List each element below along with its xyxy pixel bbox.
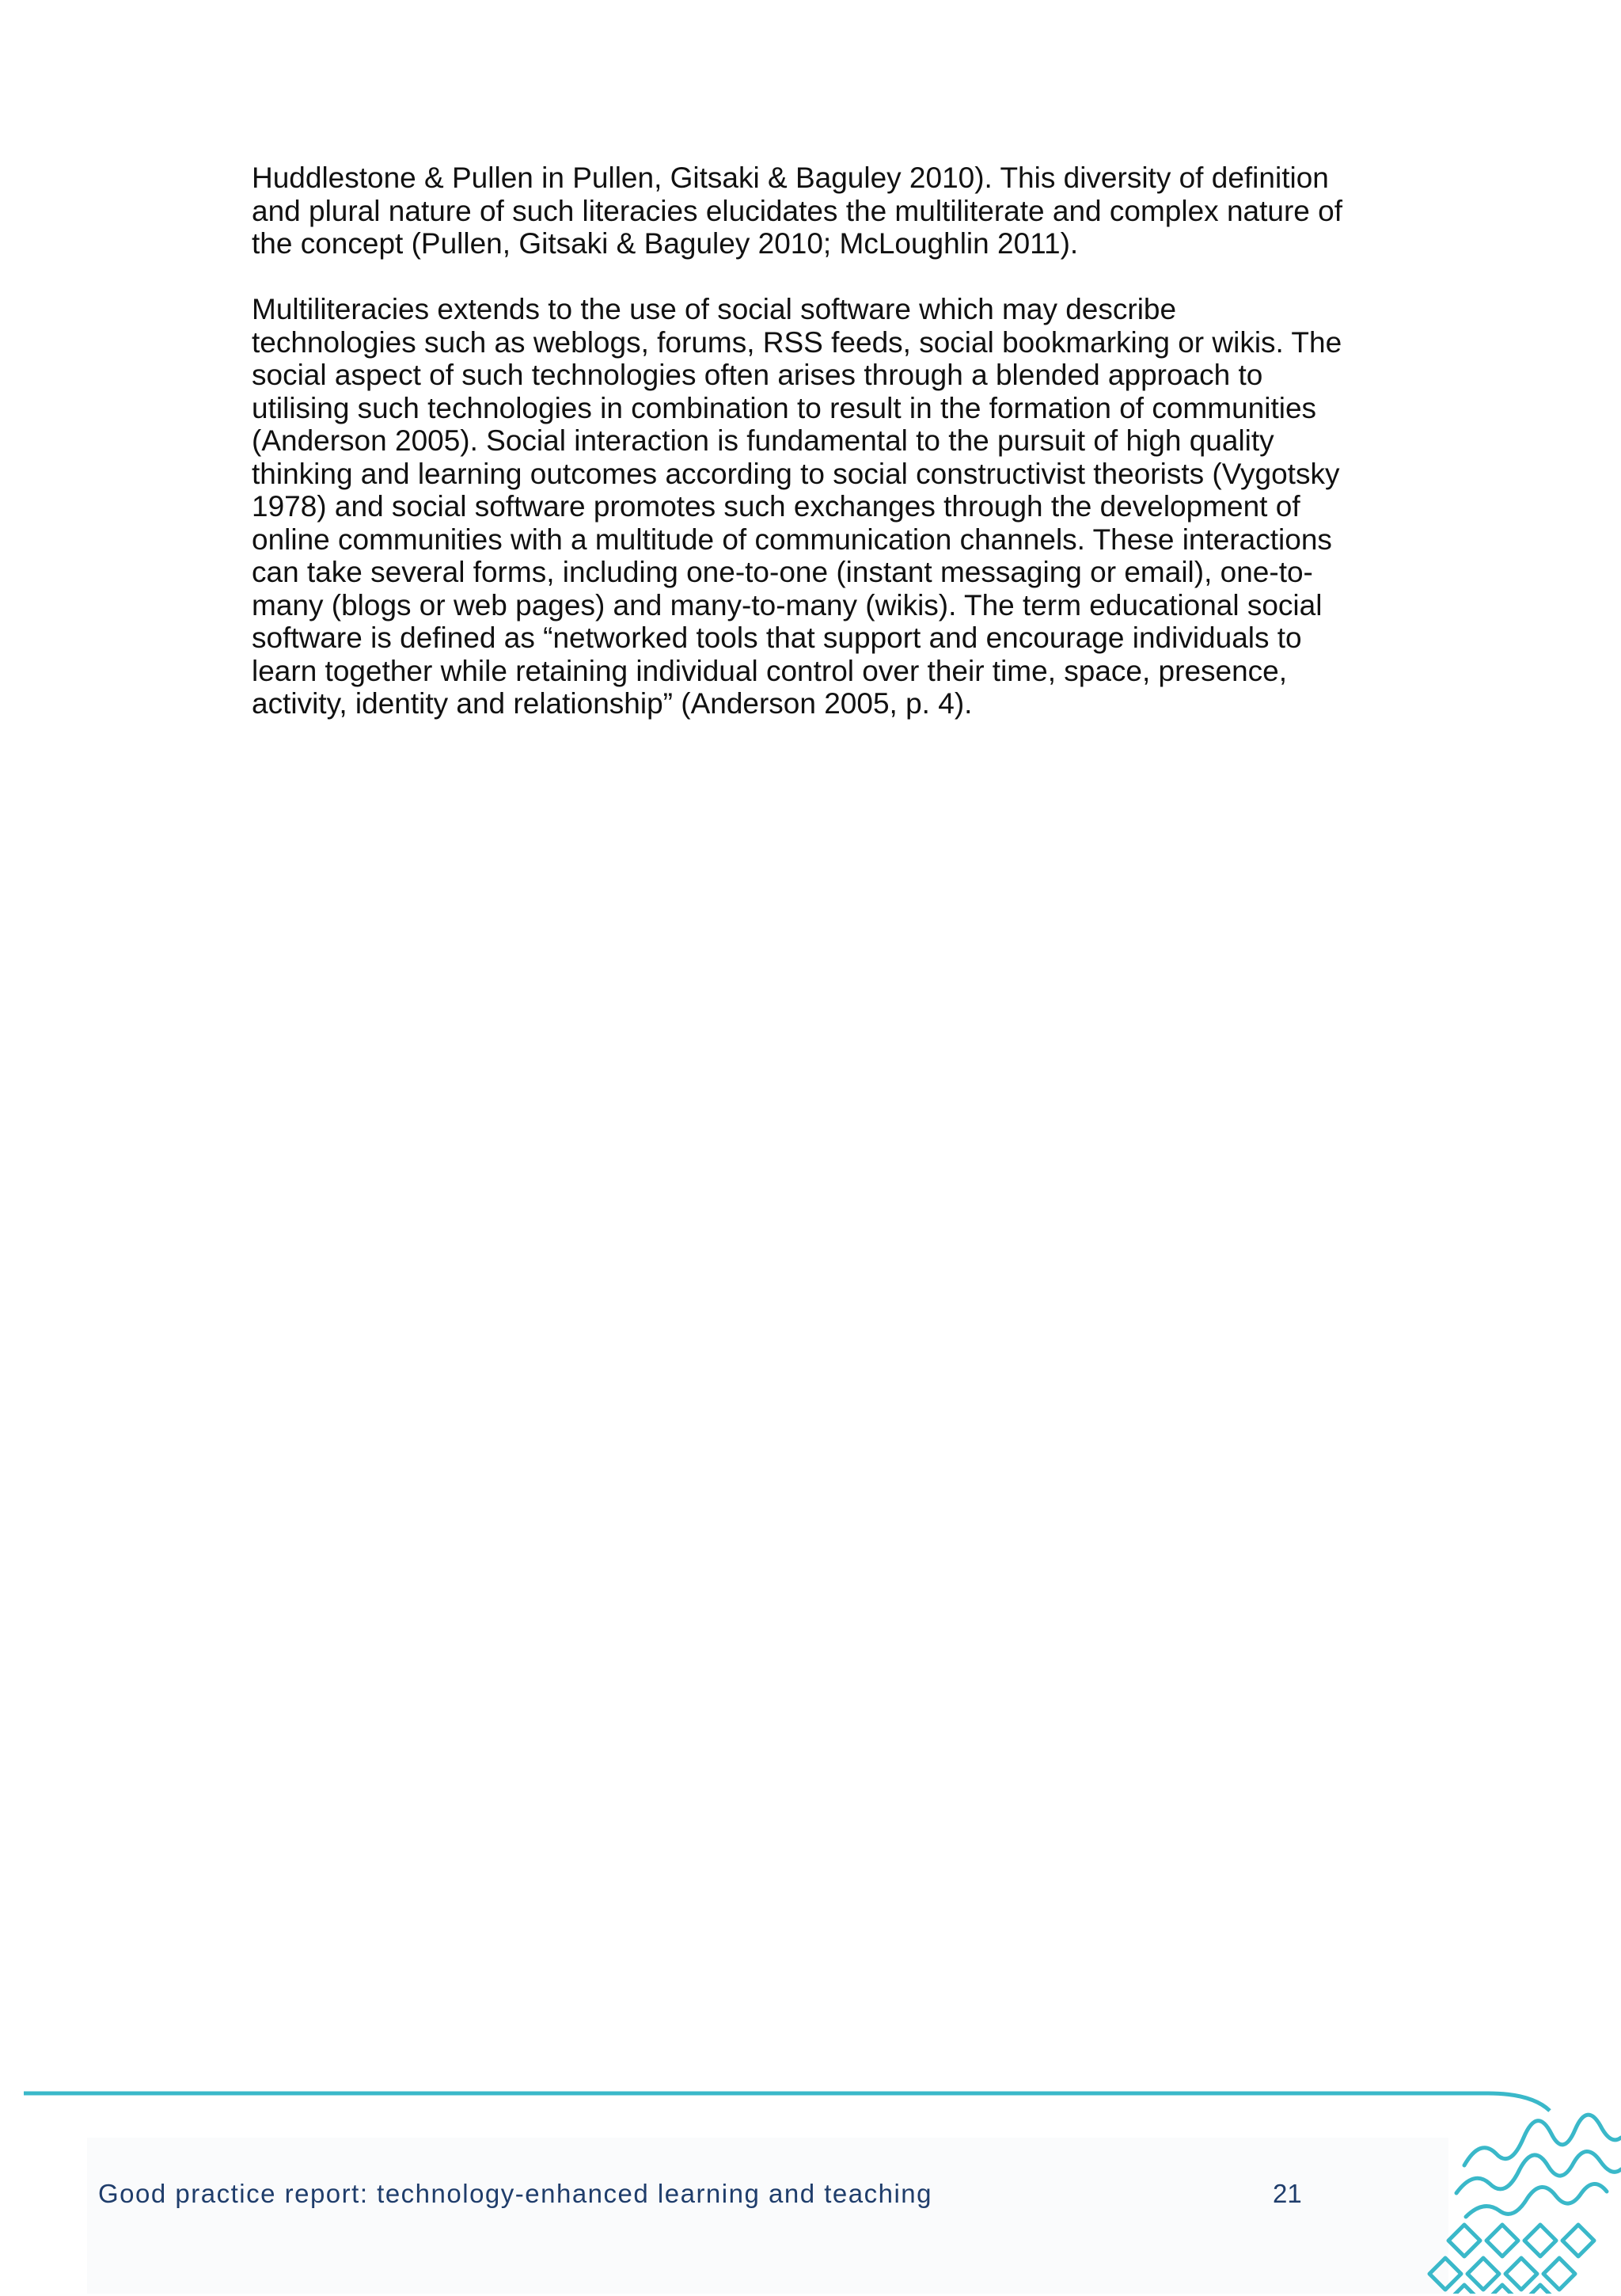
wave-diamond-logo-icon [1417,2090,1621,2294]
footer-rule [0,2058,1621,2296]
page-number: 21 [1273,2179,1302,2208]
paragraph-2: Multiliteracies extends to the use of social software which may describe technologies such as weblogs, forums, RSS feeds, social bookmarking or wikis. The social aspect of such technologies often arises through a blended approach to utilising such technologies in combination to result in the formation of communities (Anderson 2005). Social interaction is fundamental to the pursuit of high quality thinking and learning outcomes according to social constructivist theorists (Vygotsky 1978) and social software promotes such exchanges through the development of online communities with a multitude of communication channels. These interactions can take several forms, including one-to-one (instant messaging or email), one-to- many (blogs or web pages) and many-to-many (wikis). The term educational social software is defined as “networked tools that support and encourage individuals to learn together while retaining individual control over their time, space, presence, activity, identity and relationship” (Anderson 2005, p. 4). [252,293,1342,720]
body-text [252,162,1376,753]
footer-title: Good practice report: technology-enhanced learning and teaching [98,2179,932,2208]
paragraph-1: Huddlestone & Pullen in Pullen, Gitsaki & Baguley 2010). This diversity of definition and plural nature of such literacies elucidates the multiliterate and complex nature of the concept (Pullen, Gitsaki & Baguley 2010; McLoughlin 2011). [252,162,1342,260]
